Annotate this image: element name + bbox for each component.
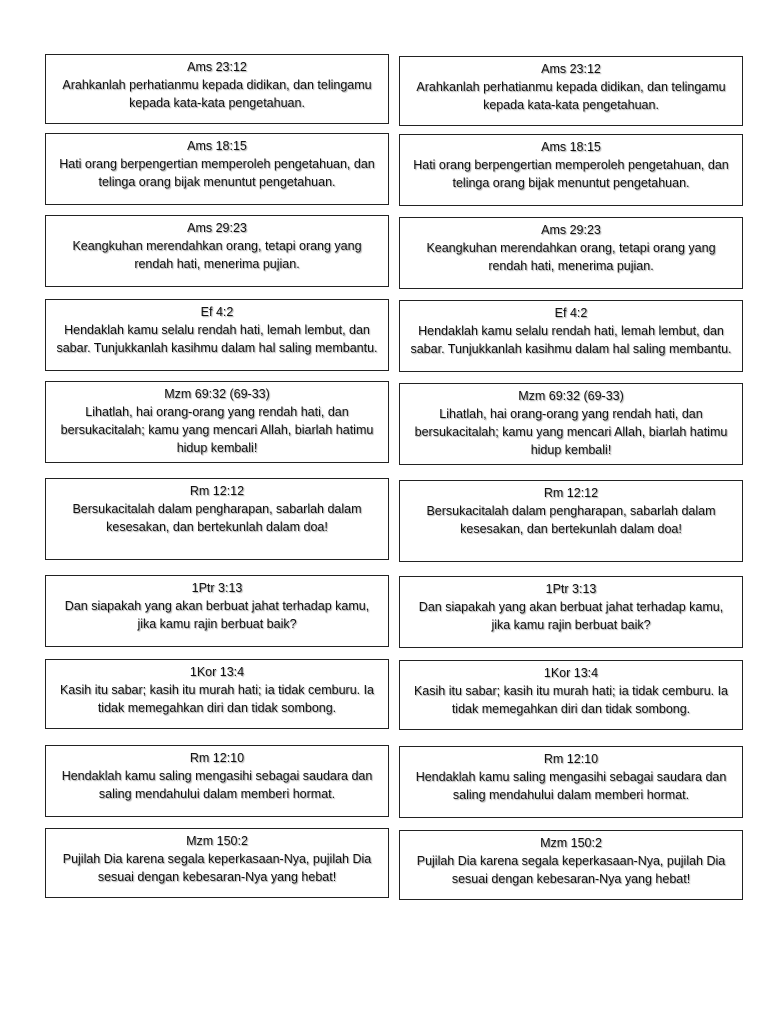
verse-reference: 1Kor 13:4 [189, 665, 245, 679]
verse-card-right-9 [399, 746, 743, 818]
verse-reference: Ams 23:12 [187, 60, 247, 74]
verse-reference: Ams 23:12 [541, 62, 601, 76]
verse-card-left-7 [45, 575, 389, 647]
verse-reference: Rm 12:12 [189, 484, 245, 498]
verse-text: Hendaklah kamu saling mengasihi sebagai saudara dan saling mendahului dalam memberi hormat. [415, 770, 727, 802]
verse-text: Kasih itu sabar; kasih itu murah hati; ia tidak cemburu. Ia tidak memegahkan diri dan tidak sombong. [59, 683, 375, 715]
verse-reference: Rm 12:10 [189, 751, 245, 765]
verse-text: Pujilah Dia karena segala keperkasaan-Nya, pujilah Dia sesuai dengan kebesaran-Nya yang hebat! [416, 854, 726, 886]
verse-card-left-10 [45, 828, 389, 898]
verse-reference: Ams 29:23 [187, 221, 247, 235]
verse-card-left-8 [45, 659, 389, 729]
verse-card-left-6 [45, 478, 389, 560]
verse-card-left-3 [45, 215, 389, 287]
verse-card-right-2 [399, 134, 743, 206]
verse-text: Kasih itu sabar; kasih itu murah hati; ia tidak cemburu. Ia tidak memegahkan diri dan tidak sombong. [413, 684, 729, 716]
verse-reference: Ams 29:23 [541, 223, 601, 237]
verse-reference: Rm 12:10 [543, 752, 599, 766]
verse-reference: Ams 18:15 [541, 140, 601, 154]
verse-reference: Ams 18:15 [187, 139, 247, 153]
verse-card-right-3 [399, 217, 743, 289]
verse-reference: Ef 4:2 [554, 306, 588, 320]
verse-card-right-1 [399, 56, 743, 126]
verse-text: Dan siapakah yang akan berbuat jahat terhadap kamu, jika kamu rajin berbuat baik? [64, 599, 370, 631]
verse-text: Pujilah Dia karena segala keperkasaan-Nya, pujilah Dia sesuai dengan kebesaran-Nya yang hebat! [62, 852, 372, 884]
verse-card-left-2 [45, 133, 389, 205]
verse-card-left-4 [45, 299, 389, 371]
verse-text: Arahkanlah perhatianmu kepada didikan, dan telingamu kepada kata-kata pengetahuan. [416, 80, 726, 112]
verse-text: Hendaklah kamu selalu rendah hati, lemah lembut, dan sabar. Tunjukkanlah kasihmu dalam hal saling membantu. [56, 323, 378, 355]
verse-reference: Mzm 69:32 (69-33) [164, 387, 270, 401]
verse-text: Bersukacitalah dalam pengharapan, sabarlah dalam kesesakan, dan bertekunlah dalam doa! [426, 504, 716, 536]
verse-text: Dan siapakah yang akan berbuat jahat terhadap kamu, jika kamu rajin berbuat baik? [418, 600, 724, 632]
verse-card-right-5 [399, 383, 743, 465]
verse-text: Arahkanlah perhatianmu kepada didikan, dan telingamu kepada kata-kata pengetahuan. [62, 78, 372, 110]
verse-card-right-7 [399, 576, 743, 648]
verse-reference: 1Ptr 3:13 [545, 582, 597, 596]
verse-text: Bersukacitalah dalam pengharapan, sabarlah dalam kesesakan, dan bertekunlah dalam doa! [72, 502, 362, 534]
verse-card-right-6 [399, 480, 743, 562]
verse-text: Hendaklah kamu saling mengasihi sebagai saudara dan saling mendahului dalam memberi hormat. [61, 769, 373, 801]
verse-text: Hendaklah kamu selalu rendah hati, lemah lembut, dan sabar. Tunjukkanlah kasihmu dalam hal saling membantu. [410, 324, 732, 356]
verse-reference: Mzm 150:2 [540, 836, 602, 850]
verse-card-right-4 [399, 300, 743, 372]
verse-card-right-8 [399, 660, 743, 730]
verse-card-left-5 [45, 381, 389, 463]
verse-reference: 1Kor 13:4 [543, 666, 599, 680]
verse-reference: Ef 4:2 [200, 305, 234, 319]
verse-reference: 1Ptr 3:13 [191, 581, 243, 595]
verse-text: Lihatlah, hai orang-orang yang rendah hati, dan bersukacitalah; kamu yang mencari Allah, biarlah hatimu hidup kembali! [60, 405, 374, 455]
verse-text: Lihatlah, hai orang-orang yang rendah hati, dan bersukacitalah; kamu yang mencari Allah, biarlah hatimu hidup kembali! [414, 407, 728, 457]
verse-card-right-10 [399, 830, 743, 900]
verse-reference: Rm 12:12 [543, 486, 599, 500]
verse-text: Keangkuhan merendahkan orang, tetapi orang yang rendah hati, menerima pujian. [72, 239, 362, 271]
verse-reference: Mzm 150:2 [186, 834, 248, 848]
verse-text: Hati orang berpengertian memperoleh pengetahuan, dan telinga orang bijak menuntut pengetahuan. [59, 157, 375, 189]
verse-card-left-1 [45, 54, 389, 124]
verse-card-left-9 [45, 745, 389, 817]
verse-text: Hati orang berpengertian memperoleh pengetahuan, dan telinga orang bijak menuntut pengetahuan. [413, 158, 729, 190]
verse-text: Keangkuhan merendahkan orang, tetapi orang yang rendah hati, menerima pujian. [426, 241, 716, 273]
verse-reference: Mzm 69:32 (69-33) [518, 389, 624, 403]
